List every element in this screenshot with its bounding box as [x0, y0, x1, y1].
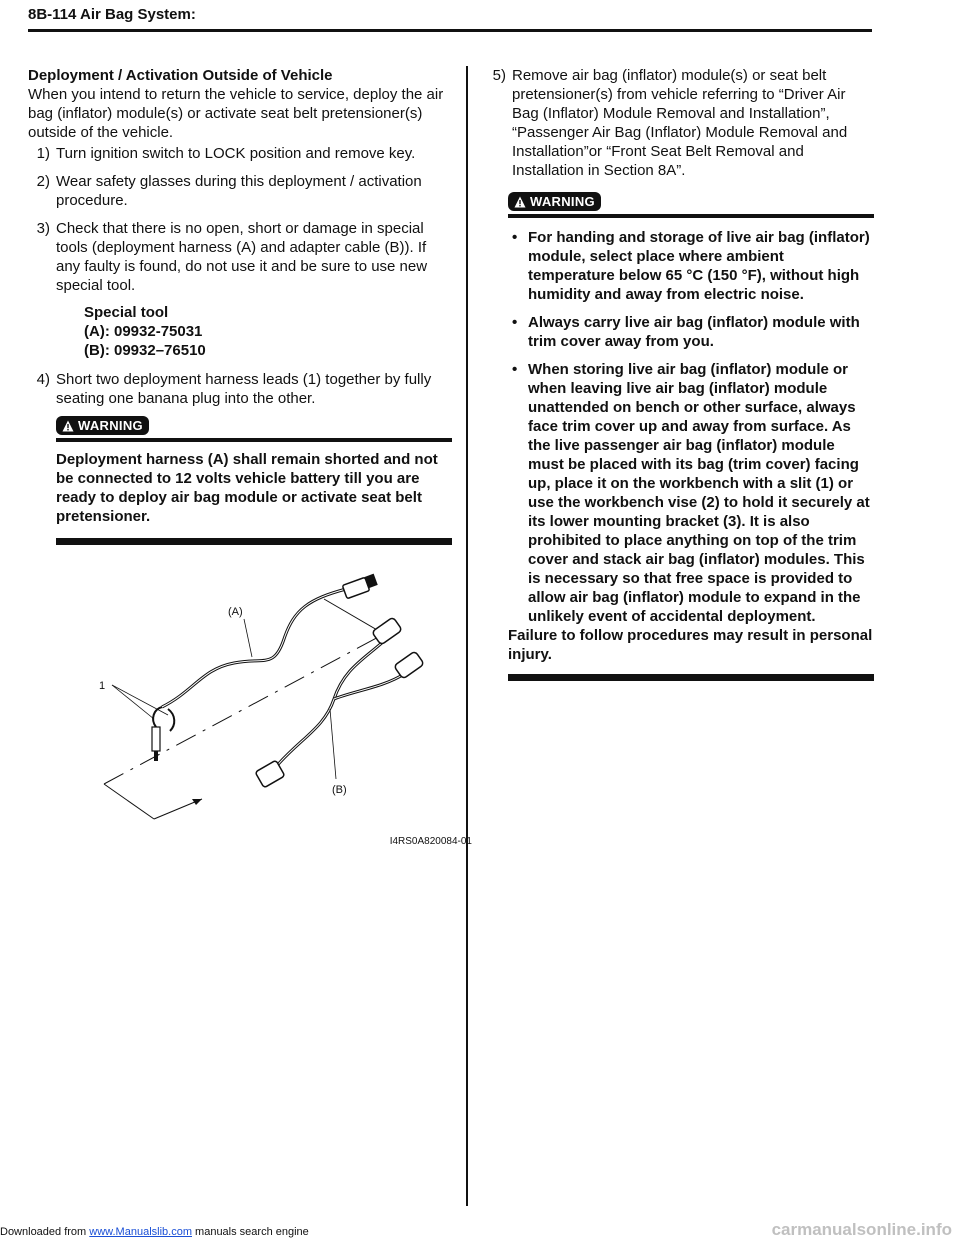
- warning-box-right: [508, 192, 874, 681]
- footer-prefix: Downloaded from: [0, 1226, 90, 1238]
- warning-triangle-icon: [62, 420, 74, 432]
- step-text: Check that there is no open, short or damage in special tools (deployment harness (A) and adapter cable (B)). If any faulty is found, do not use it and be sure to use new special tool.: [56, 220, 428, 294]
- footer-suffix: manuals search engine: [191, 1226, 309, 1238]
- step-3: [28, 219, 452, 295]
- page-header-title: 8B-114 Air Bag System:: [28, 6, 196, 23]
- warning-badge: [56, 416, 149, 435]
- harness-drawing: [84, 559, 476, 859]
- download-footer: [0, 1226, 309, 1238]
- watermark: carmanualsonline.info: [771, 1220, 952, 1239]
- label-b: (B): [332, 783, 347, 796]
- step-4: [28, 370, 452, 408]
- step-number: 5): [492, 67, 506, 84]
- warning-badge: [508, 192, 601, 211]
- step-number: 4): [36, 371, 50, 388]
- warning-content: [508, 218, 874, 674]
- step-text: Wear safety glasses during this deployment / activation procedure.: [56, 173, 422, 209]
- warning-closing: Failure to follow procedures may result in personal injury.: [508, 626, 873, 663]
- step-text: Short two deployment harness leads (1) together by fully seating one banana plug into the other.: [56, 371, 432, 407]
- step-number: 1): [36, 145, 50, 162]
- special-tool-heading: Special tool: [84, 304, 169, 321]
- warning-triangle-icon: [514, 196, 526, 208]
- step-number: 2): [36, 173, 50, 190]
- label-1: 1: [99, 679, 106, 692]
- section-heading: Deployment / Activation Outside of Vehicle: [28, 67, 333, 84]
- manualslib-link[interactable]: www.Manualslib.com: [89, 1226, 192, 1238]
- warning-bullet: • When storing live air bag (inflator) module or when leaving live air bag (inflator) module unattended on bench or other surface, always face trim cover up and away from surface. As the live passenger air bag (inflator) module must be placed with its bag (trim cover) facing up, place it on the workbench with a slit (1) or use the workbench vise (2) to hold it securely at its lower mounting bracket (3). It is also prohibited to place anything on top of the trim cover and stack air bag (inflator) modules. This is necessary so that free space is provided to allow air bag (inflator) module to expand in the unlikely event of accidental deployment.: [508, 360, 874, 626]
- warning-box: [56, 416, 452, 545]
- warning-rule-bottom: [508, 674, 874, 681]
- step-1: [28, 144, 452, 163]
- intro-paragraph: When you intend to return the vehicle to service, deploy the air bag (inflator) module(s) or activate seat belt pretensioner(s) outside of the vehicle.: [28, 86, 444, 141]
- step-5: [484, 66, 874, 180]
- special-tool-a: (A): 09932-75031: [84, 323, 203, 340]
- warning-bullet: • Always carry live air bag (inflator) module with trim cover away from you.: [508, 313, 874, 351]
- special-tool-block: [84, 303, 452, 360]
- warning-label: WARNING: [530, 194, 595, 209]
- step-text: Turn ignition switch to LOCK position and remove key.: [56, 145, 416, 162]
- step-number: 3): [36, 220, 50, 237]
- warning-label: WARNING: [78, 418, 143, 433]
- left-column: [28, 66, 472, 859]
- header-rule: [28, 29, 872, 32]
- warning-bullet: • For handing and storage of live air bag (inflator) module, select place where ambient temperature below 65 °C (150 °F), without high humidity and away from electric noise.: [508, 228, 874, 304]
- label-a: (A): [228, 605, 243, 618]
- special-tool-b: (B): 09932–76510: [84, 342, 206, 359]
- step-2: [28, 172, 452, 210]
- warning-text: Deployment harness (A) shall remain shorted and not be connected to 12 volts vehicle battery till you are ready to deploy air bag module or activate seat belt pretensioner.: [56, 450, 438, 525]
- warning-rule-bottom: [56, 538, 452, 545]
- figure-id: I4RS0A820084-01: [389, 835, 472, 847]
- warning-bullet-list: [508, 228, 874, 626]
- right-column: [484, 66, 874, 681]
- step-text: Remove air bag (inflator) module(s) or seat belt pretensioner(s) from vehicle referring to “Driver Air Bag (Inflator) Module Removal and Installation”, “Passenger Air Bag (Inflator) Module Removal and Installation”or “Front Seat Belt Removal and Installation in Section 8A”.: [512, 67, 848, 179]
- harness-illustration: [84, 559, 476, 859]
